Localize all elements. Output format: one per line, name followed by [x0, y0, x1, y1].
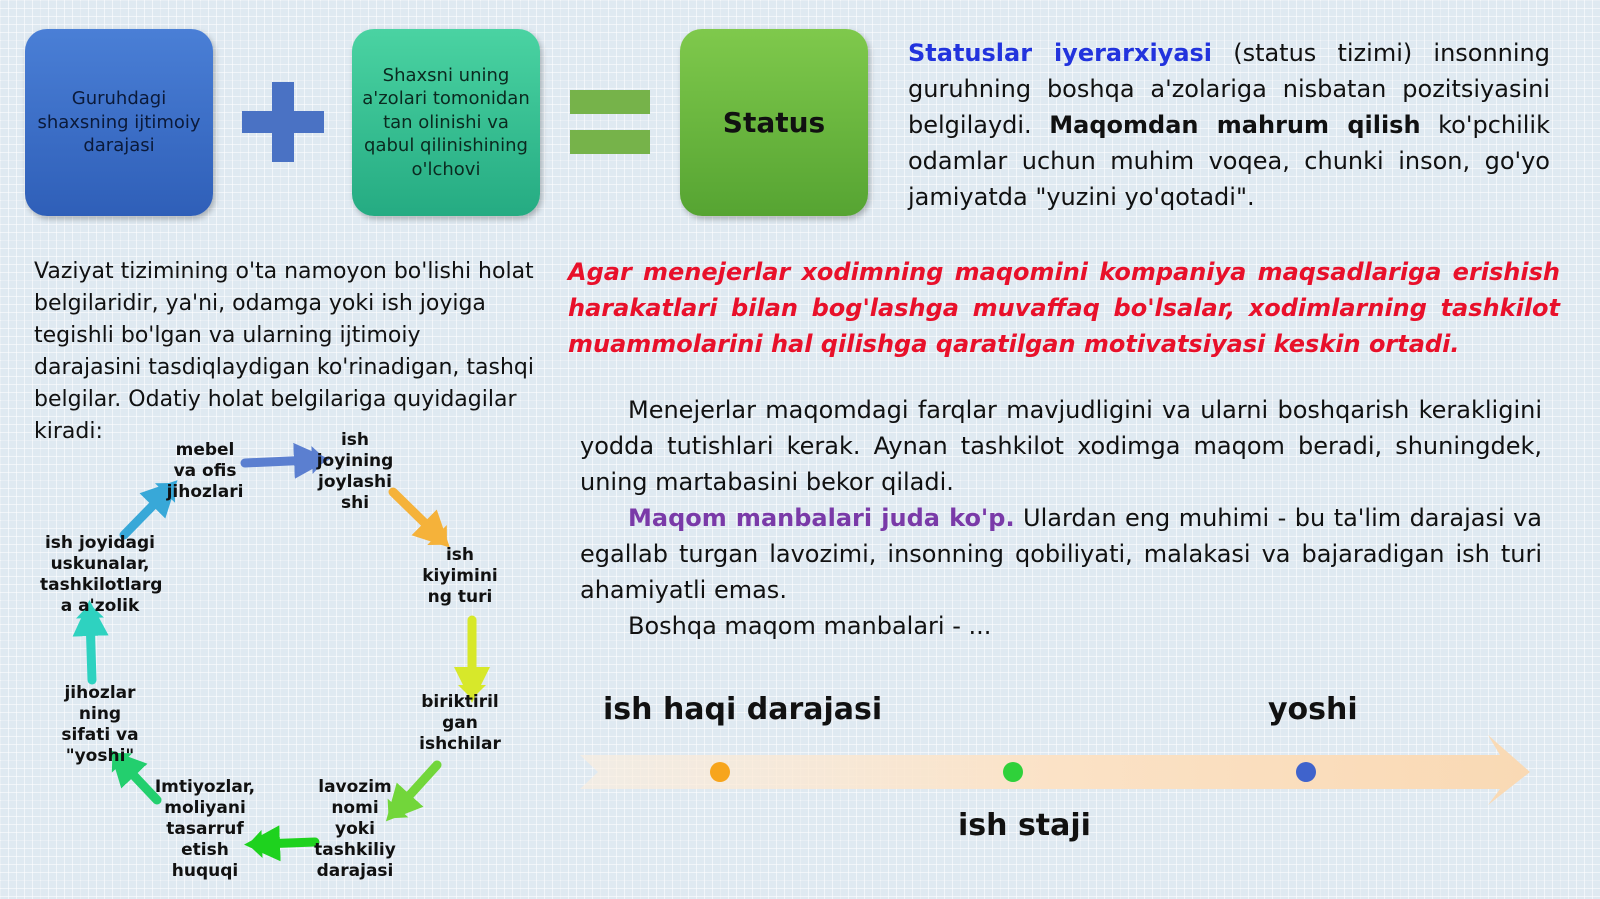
cycle-item-workplace-equipment	[40, 533, 163, 617]
status-hierarchy-term: Statuslar iyerarxiyasi	[908, 39, 1213, 67]
cycle-item-work-clothes	[415, 545, 505, 608]
motivation-paragraph: Agar menejerlar xodimning maqomini kompaniya maqsadlariga erishish harakatlari bilan bog'lashga muvaffaq bo'lsalar, xodimlarning tashkilot muammolarini hal qilishga qaratilgan motivatsiyasi keskin ortadi.	[568, 258, 1560, 358]
cycle-item-work-clothes-label: ish kiyimini ng turi	[422, 545, 498, 607]
cycle-item-assigned-workers	[410, 692, 510, 755]
managers-paragraph	[580, 392, 1542, 644]
cycle-item-furniture	[160, 440, 250, 503]
cycle-item-furniture-label: mebel va ofis jihozlari	[166, 440, 244, 502]
other-sources-text: Boshqa maqom manbalari - ...	[628, 612, 992, 640]
status-text: Status	[722, 106, 826, 139]
timeline-dot-salary	[710, 762, 730, 782]
cycle-arrow-7	[90, 618, 92, 680]
status-sources-term: Maqom manbalari juda ko'p.	[628, 504, 1015, 532]
timeline-arrow	[570, 735, 1550, 805]
cycle-item-privileges	[150, 777, 260, 882]
cycle-item-equipment-quality	[50, 683, 150, 767]
cycle-item-position-title	[306, 777, 404, 882]
recognition-text: Shaxsni uning a'zolari tomonidan tan olinishi va qabul qilinishining o'lchovi	[362, 65, 530, 180]
cycle-arrow-1	[245, 460, 312, 463]
status-box	[680, 29, 868, 216]
timeline-label-age: yoshi	[1268, 692, 1358, 727]
status-hierarchy-text: (status tizimi) insonning guruhning boshqa a'zolariga nisbatan pozitsiyasini belgilaydi.	[908, 39, 1550, 139]
cycle-item-privileges-label: Imtiyozlar, moliyani tasarruf etish huquqi	[154, 777, 256, 881]
status-sources-body: Ulardan eng muhimi - bu ta'lim darajasi va egallab turgan lavozimi, insonning qobiliyati, malakasi va bajaradigan ish turi ahamiyatli emas.	[580, 504, 1543, 604]
managers-text: Menejerlar maqomdagi farqlar mavjudligini va ularni boshqarish kerakligini yodda tutishlari kerak. Aynan tashkilot xodimga maqom beradi, shuningdek, uning martabasini bekor qiladi.	[580, 396, 1542, 496]
cycle-item-workplace-equipment-label: ish joyidagi uskunalar, tashkilotlarg a a'zolik	[40, 533, 163, 616]
deprivation-term: Maqomdan mahrum qilish	[1049, 111, 1421, 139]
cycle-arrow-8	[124, 493, 165, 535]
status-sources-text	[580, 500, 1542, 608]
timeline-dot-experience	[1003, 762, 1023, 782]
timeline-label-salary: ish haqi darajasi	[603, 692, 883, 727]
status-signs-paragraph: Vaziyat tizimining o'ta namoyon bo'lishi holat belgilaridir, ya'ni, odamga yoki ish joyiga tegishli bo'lgan va ularning ijtimoiy darajasini tasdiqlaydigan ko'rinadigan, tashqi belgilar. Odatiy holat belgilariga quyidagilar kiradi:	[34, 259, 534, 444]
timeline-label-experience: ish staji	[958, 808, 1091, 843]
cycle-item-workplace-location-label: ish joyining joylashi shi	[316, 430, 394, 513]
cycle-item-assigned-workers-label: biriktiril gan ishchilar	[419, 692, 501, 754]
status-hierarchy-paragraph	[908, 35, 1550, 215]
cycle-item-equipment-quality-label: jihozlar ning sifati va "yoshi"	[61, 683, 139, 766]
social-level-text: Guruhdagi shaxsning ijtimoiy darajasi	[37, 88, 201, 157]
cycle-item-workplace-location	[310, 430, 400, 514]
timeline-dot-age	[1296, 762, 1316, 782]
cycle-item-position-title-label: lavozim nomi yoki tashkiliy darajasi	[314, 777, 396, 881]
deprivation-text: ko'pchilik odamlar uchun muhim voqea, chunki inson, go'yo jamiyatda "yuzini yo'qotadi".	[908, 111, 1550, 211]
